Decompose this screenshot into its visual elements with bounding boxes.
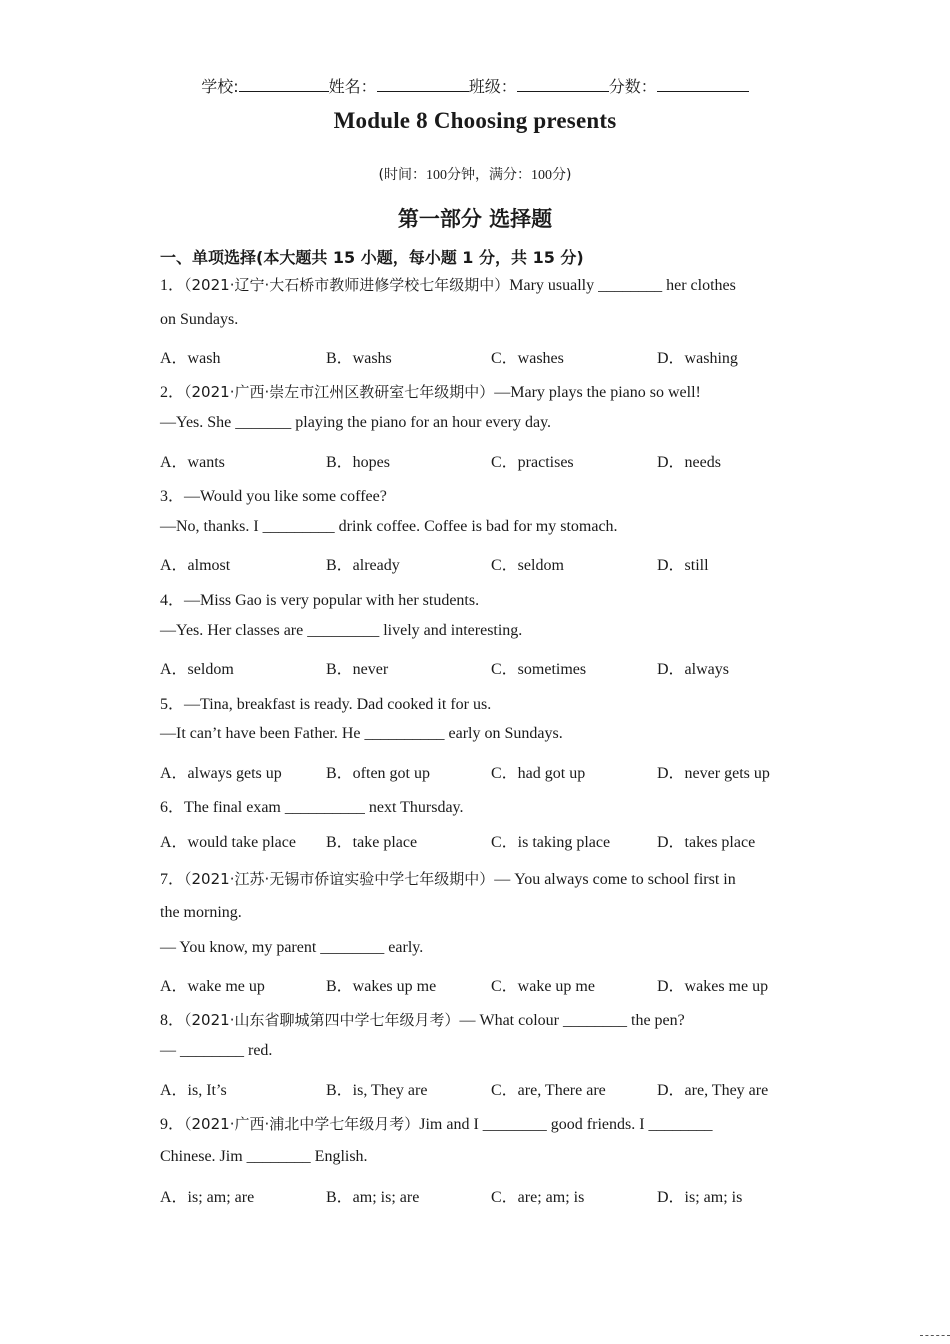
option-c: C．practises <box>491 454 574 471</box>
class-label: 班级： <box>468 77 517 96</box>
option-d: D．always <box>657 661 729 678</box>
question-7-line-3: — You know, my parent ________ early. <box>160 939 424 956</box>
question-5-options <box>160 760 800 782</box>
time-mid: 分钟，满分： <box>447 167 531 183</box>
question-9-line-1 <box>160 1111 713 1134</box>
question-2-options <box>160 449 800 471</box>
question-2-line-1 <box>160 379 701 402</box>
option-b: B．already <box>326 557 400 574</box>
question-text: —Miss Gao is very popular with her students. <box>184 592 480 609</box>
question-4-line-1 <box>160 587 479 610</box>
question-text: — What colour ________ the pen? <box>459 1012 685 1029</box>
time-suffix: 分) <box>552 167 572 183</box>
option-a: A．wash <box>160 350 221 367</box>
question-7-line-1 <box>160 866 736 889</box>
question-9-options <box>160 1184 800 1206</box>
question-number: 6． <box>160 799 185 816</box>
question-number: 3． <box>160 488 185 505</box>
name-label: 姓名： <box>328 77 377 96</box>
part-title: 第一部分 选择题 <box>397 207 553 231</box>
question-number: 9． <box>160 1116 185 1133</box>
question-9-line-2: Chinese. Jim ________ English. <box>160 1148 368 1165</box>
question-number: 5． <box>160 696 185 713</box>
option-a: A．is; am; are <box>160 1189 255 1206</box>
option-a: A．would take place <box>160 834 296 851</box>
question-text: The final exam __________ next Thursday. <box>184 799 464 816</box>
question-source: （2021·广西·崇左市江州区教研室七年级期中） <box>184 383 495 401</box>
option-b: B．hopes <box>326 454 391 471</box>
question-3-line-2: —No, thanks. I _________ drink coffee. Coffee is bad for my stomach. <box>160 518 618 535</box>
question-number: 7． <box>160 871 185 888</box>
score-blank <box>657 77 749 92</box>
question-5-line-2: —It can’t have been Father. He __________ early on Sundays. <box>160 725 563 742</box>
class-blank <box>517 77 609 92</box>
question-8-line-1 <box>160 1007 685 1030</box>
option-d: D．are, They are <box>657 1082 769 1099</box>
page-edge-mark <box>920 1335 950 1338</box>
exam-time-info <box>0 164 950 184</box>
question-number: 2． <box>160 384 185 401</box>
question-source: （2021·山东省聊城第四中学七年级月考） <box>184 1011 460 1029</box>
time-prefix: (时间： <box>378 167 426 183</box>
school-blank <box>239 77 329 92</box>
question-number: 1． <box>160 277 185 294</box>
option-d: D．still <box>657 557 709 574</box>
option-c: C．had got up <box>491 765 586 782</box>
score-label: 分数： <box>608 77 657 96</box>
student-info-header <box>0 74 950 97</box>
question-1-line-1 <box>160 272 736 295</box>
page-title: Module 8 Choosing presents <box>333 108 617 133</box>
question-text: — You always come to school first in <box>494 871 736 888</box>
question-8-options <box>160 1077 800 1099</box>
option-b: B．never <box>326 661 389 678</box>
option-d: D．takes place <box>657 834 756 851</box>
option-b: B．is, They are <box>326 1082 428 1099</box>
time-minutes: 100 <box>426 168 447 183</box>
question-4-options <box>160 656 800 678</box>
option-d: D．needs <box>657 454 721 471</box>
option-c: C．seldom <box>491 557 564 574</box>
option-d: D．is; am; is <box>657 1189 743 1206</box>
question-4-line-2: —Yes. Her classes are _________ lively and interesting. <box>160 622 523 639</box>
option-a: A．almost <box>160 557 231 574</box>
question-5-line-1 <box>160 691 491 714</box>
question-1-options <box>160 345 800 367</box>
option-c: C．wake up me <box>491 978 595 995</box>
question-number: 8． <box>160 1012 185 1029</box>
question-8-line-2: — ________ red. <box>160 1042 273 1059</box>
option-a: A．wake me up <box>160 978 265 995</box>
option-d: D．washing <box>657 350 738 367</box>
question-7-options <box>160 973 800 995</box>
question-3-line-1 <box>160 483 387 506</box>
question-source: （2021·辽宁·大石桥市教师进修学校七年级期中） <box>184 276 510 294</box>
name-blank <box>377 77 469 92</box>
question-text: —Mary plays the piano so well! <box>494 384 701 401</box>
option-c: C．washes <box>491 350 564 367</box>
section-title: 一、单项选择(本大题共 15 小题，每小题 1 分，共 15 分) <box>160 248 584 267</box>
option-c: C．are; am; is <box>491 1189 585 1206</box>
option-a: A．is, It’s <box>160 1082 227 1099</box>
option-c: C．sometimes <box>491 661 587 678</box>
option-b: B．take place <box>326 834 418 851</box>
question-text: Jim and I ________ good friends. I ________ <box>419 1116 713 1133</box>
option-b: B．wakes up me <box>326 978 437 995</box>
option-a: A．always gets up <box>160 765 282 782</box>
option-b: B．am; is; are <box>326 1189 420 1206</box>
question-7-line-2: the morning. <box>160 904 242 921</box>
option-a: A．wants <box>160 454 225 471</box>
option-d: D．wakes me up <box>657 978 769 995</box>
total-points: 100 <box>531 168 552 183</box>
question-3-options <box>160 552 800 574</box>
question-text: —Tina, breakfast is ready. Dad cooked it for us. <box>184 696 492 713</box>
question-text: —Would you like some coffee? <box>184 488 387 505</box>
question-6-options <box>160 829 800 851</box>
option-b: B．often got up <box>326 765 430 782</box>
option-d: D．never gets up <box>657 765 770 782</box>
question-source: （2021·江苏·无锡市侨谊实验中学七年级期中） <box>184 870 495 888</box>
question-number: 4． <box>160 592 185 609</box>
question-text: Mary usually ________ her clothes <box>509 277 736 294</box>
option-c: C．are, There are <box>491 1082 606 1099</box>
question-6-line-1 <box>160 794 464 817</box>
option-b: B．washs <box>326 350 392 367</box>
question-2-line-2: —Yes. She _______ playing the piano for an hour every day. <box>160 414 552 431</box>
question-source: （2021·广西·浦北中学七年级月考） <box>184 1115 420 1133</box>
option-c: C．is taking place <box>491 834 611 851</box>
option-a: A．seldom <box>160 661 234 678</box>
school-label: 学校: <box>201 77 239 96</box>
question-1-line-2: on Sundays. <box>160 311 239 328</box>
